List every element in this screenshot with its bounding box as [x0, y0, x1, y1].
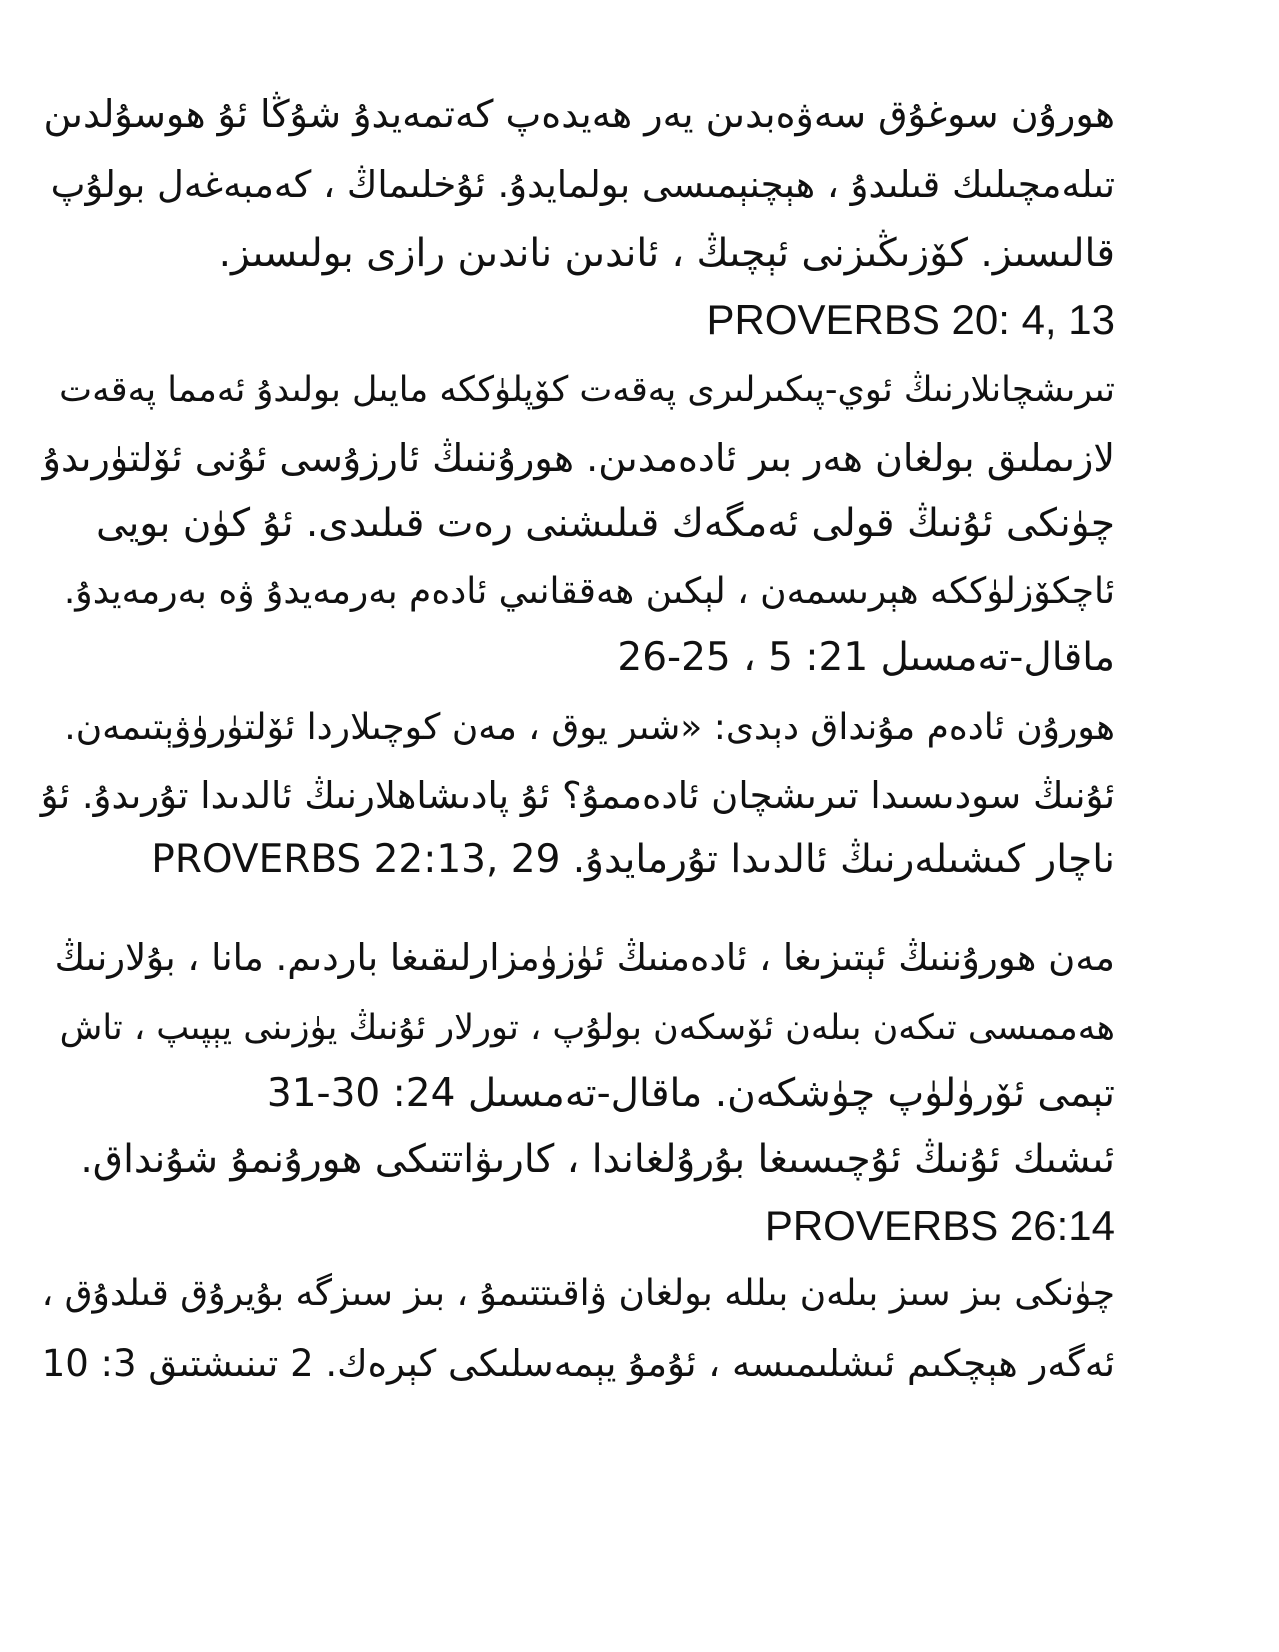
paragraph-line: تىلەمچىلىك قىلىدۇ ، ھېچنېمىسى بولمايدۇ. ئۇخلىماڭ ، كەمبەغەل بولۇپ: [50, 163, 1115, 206]
paragraph-line: چۈنكى بىز سىز بىلەن بىللە بولغان ۋاقىتتىمۇ ، بىز سىزگە بۇيرۇق قىلدۇق ،: [41, 1273, 1115, 1314]
paragraph-line: ناچار كىشىلەرنىڭ ئالدىدا تۇرمايدۇ. PROVERBS 22:13, 29: [151, 837, 1115, 882]
scripture-reference: PROVERBS 26:14: [764, 1202, 1115, 1249]
paragraph-line: هورۇن سوغۇق سەۋەبدىن يەر ھەيدەپ كەتمەيدۇ شۇڭا ئۇ ھوسۇلدىن: [43, 92, 1115, 136]
paragraph-line: تېمى ئۆرۈلۈپ چۈشكەن. ماقال-تەمسىل 24: 30-31: [266, 1071, 1115, 1116]
paragraph-line: ئۇنىڭ سودىسىدا تىرىشچان ئادەممۇ؟ ئۇ پادىشاھلارنىڭ ئالدىدا تۇرىدۇ. ئۇ: [40, 774, 1115, 817]
paragraph-line: ھورۇن ئادەم مۇنداق دېدى: «شىر يوق ، مەن كوچىلاردا ئۆلتۈرۈۋېتىمەن.: [64, 707, 1115, 748]
scripture-reference: PROVERBS 20: 4, 13: [706, 296, 1115, 343]
scripture-reference: ماقال-تەمسىل 21: 5 ، 25-26: [617, 635, 1115, 680]
paragraph-line: ئىشىك ئۇنىڭ ئۇچىسىغا بۇرۇلغاندا ، كارىۋاتتىكى ھورۇنمۇ شۇنداق.: [80, 1137, 1115, 1182]
paragraph-line: ئاچكۆزلۈككە ھېرىسمەن ، لېكىن ھەققانىي ئادەم بەرمەيدۇ ۋە بەرمەيدۇ.: [63, 571, 1115, 612]
paragraph-line: ھەممىسى تىكەن بىلەن ئۆسكەن بولۇپ ، تورلار ئۇنىڭ يۈزىنى يېپىپ ، تاش: [59, 1008, 1115, 1048]
paragraph-line: چۈنكى ئۇنىڭ قولى ئەمگەك قىلىشنى رەت قىلىدى. ئۇ كۈن بويى: [96, 501, 1115, 546]
paragraph-line: لازىملىق بولغان ھەر بىر ئادەمدىن. ھورۇننىڭ ئارزۇسى ئۇنى ئۆلتۈرىدۇ: [42, 436, 1115, 480]
paragraph-line: تىرىشچانلارنىڭ ئوي-پىكىرلىرى پەقەت كۆپلۈككە مايىل بولىدۇ ئەمما پەقەت: [59, 370, 1115, 410]
paragraph-line: ئەگەر ھېچكىم ئىشلىمىسە ، ئۇمۇ يېمەسلىكى كېرەك. 2 تىنىشتىق 3: 10: [41, 1342, 1115, 1385]
paragraph-line: مەن ھورۇننىڭ ئېتىزىغا ، ئادەمنىڭ ئۈزۈمزارلىقىغا باردىم. مانا ، بۇلارنىڭ: [54, 936, 1115, 979]
paragraph-line: قالىسىز. كۆزىڭىزنى ئېچىڭ ، ئاندىن ناندىن رازى بولىسىز.: [218, 231, 1115, 276]
